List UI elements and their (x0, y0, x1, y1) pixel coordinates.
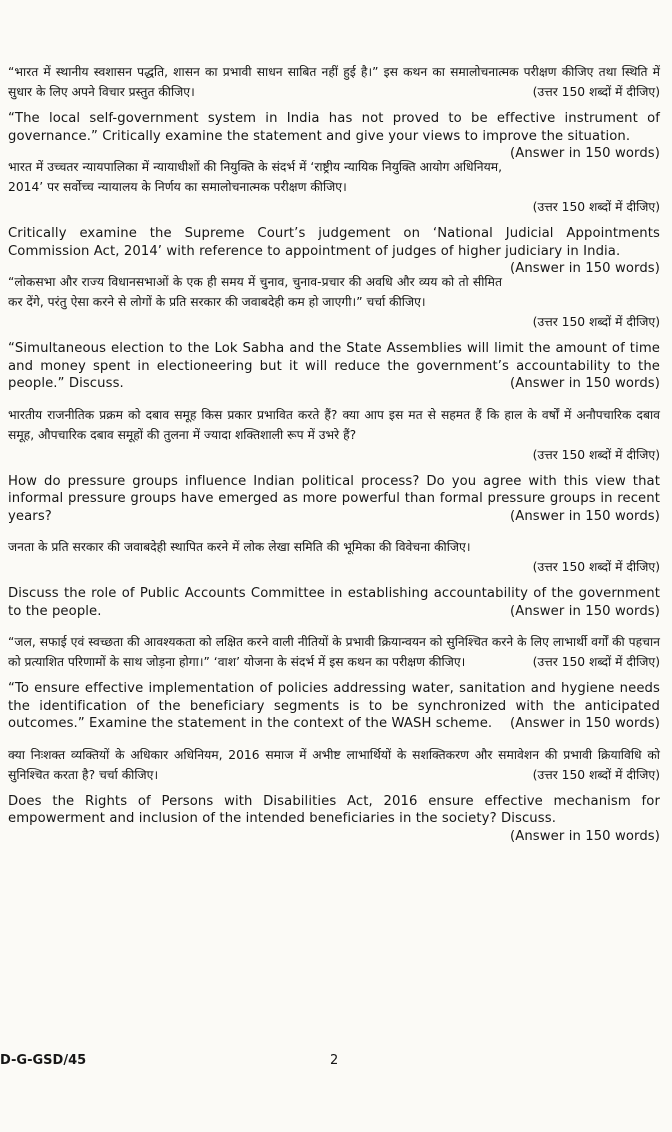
question-5 (8, 537, 660, 620)
question-6-english: “To ensure effective implementation of policies addressing water, sanitation and hygiene needs the identification of the beneficiary segments is to be synchronized with the anticipated outcomes.” Examine the statement in the context of the WASH scheme. (Answer in 150 words) (8, 681, 660, 731)
page-footer (0, 1053, 672, 1073)
question-1-hindi-marks: (उत्तर 150 शब्दों में दीजिए) (532, 85, 660, 99)
question-5-hindi-marks: (उत्तर 150 शब्दों में दीजिए) (532, 560, 660, 574)
question-3-hindi-marks: (उत्तर 150 शब्दों में दीजिए) (532, 315, 660, 329)
question-7-english-marks: (Answer in 150 words) (509, 828, 660, 844)
question-7-english: Does the Rights of Persons with Disabilities Act, 2016 ensure effective mechanism for empowerment and inclusion of the intended beneficiaries in the society? Discuss. (Answer in 150 words) (8, 793, 660, 844)
question-2-english: Critically examine the Supreme Court’s judgement on ‘National Judicial Appointments Commission Act, 2014’ with reference to appointment of judges of higher judiciary in India. (Answer in 150 words) (8, 226, 660, 276)
question-1 (8, 62, 660, 161)
question-7-hindi-marks: (उत्तर 150 शब्दों में दीजिए) (532, 767, 660, 782)
question-2 (8, 157, 660, 276)
question-1-hindi: “भारत में स्थानीय स्वशासन पद्धति, शासन का प्रभावी साधन साबित नहीं हुई है।” इस कथन का समालोचनात्मक परीक्षण कीजिए तथा स्थिति में सुधार के लिए अपने विचार प्रस्तुत कीजिए। (उत्तर 150 शब्दों में दीजिए) (8, 62, 660, 102)
question-6-english-marks: (Answer in 150 words) (509, 716, 660, 731)
question-3-english-marks: (Answer in 150 words) (509, 376, 660, 391)
question-7 (8, 745, 660, 844)
page-number: 2 (330, 1053, 339, 1068)
question-5-english: Discuss the role of Public Accounts Committee in establishing accountability of the government to the people. (Answer in 150 words) (8, 586, 660, 619)
question-6 (8, 632, 660, 733)
question-3-hindi: “लोकसभा और राज्य विधानसभाओं के एक ही समय में चुनाव, चुनाव-प्रचार की अवधि और व्यय को तो सीमित कर देंगे, परंतु ऐसा करने से लोगों के प्रति सरकार की जवाबदेही कम हो जाएगी।” चर्चा कीजिए। (8, 275, 502, 309)
question-6-hindi: “जल, सफाई एवं स्वच्छता की आवश्यकता को लक्षित करने वाली नीतियों के प्रभावी क्रियान्वयन को सुनिश्चित करने के लिए लाभार्थी वर्गों की पहचान को प्रत्याशित परिणामों के साथ जोड़ना होगा।” ‘वाश’ योजना के संदर्भ में इस कथन का परीक्षण कीजिए। (उत्तर 150 शब्दों में दीजिए) (8, 632, 660, 672)
question-3 (8, 272, 660, 393)
question-7-hindi: क्या निःशक्त व्यक्तियों के अधिकार अधिनियम, 2016 समाज में अभीष्ट लाभार्थियों के सशक्तिकरण और समावेशन की प्रभावी क्रियाविधि को सुनिश्चित करता है? चर्चा कीजिए। (उत्तर 150 शब्दों में दीजिए) (8, 745, 660, 785)
question-4 (8, 405, 660, 526)
question-5-hindi: जनता के प्रति सरकार की जवाबदेही स्थापित करने में लोक लेखा समिति की भूमिका की विवेचना कीजिए। (8, 540, 471, 554)
question-3-english: “Simultaneous election to the Lok Sabha and the State Assemblies will limit the amount of time and money spent in electioneering but it will reduce the government’s accountability to the people.” Discuss. (Answer in 150 words) (8, 341, 660, 391)
question-6-hindi-marks: (उत्तर 150 शब्दों में दीजिए) (532, 655, 660, 669)
question-2-english-marks: (Answer in 150 words) (509, 261, 660, 276)
question-4-hindi: भारतीय राजनीतिक प्रक्रम को दबाव समूह किस प्रकार प्रभावित करते हैं? क्या आप इस मत से सहमत हैं कि हाल के वर्षों में अनौपचारिक दबाव समूह, औपचारिक दबाव समूहों की तुलना में ज्यादा शक्तिशाली रूप में उभरे हैं? (8, 407, 660, 442)
question-2-hindi: भारत में उच्चतर न्यायपालिका में न्यायाधीशों की नियुक्ति के संदर्भ में ‘राष्ट्रीय न्यायिक नियुक्ति आयोग अधिनियम, 2014’ पर सर्वोच्च न्यायालय के निर्णय का समालोचनात्मक परीक्षण कीजिए। (8, 160, 502, 194)
question-1-english: “The local self-government system in India has not proved to be effective instrument of governance.” Critically examine the statement and give your views to improve the situation. (Answer in 150 words) (8, 111, 660, 161)
question-4-english-marks: (Answer in 150 words) (509, 508, 660, 524)
question-5-english-marks: (Answer in 150 words) (509, 603, 660, 619)
question-1-english-marks: (Answer in 150 words) (509, 146, 660, 161)
question-4-hindi-marks: (उत्तर 150 शब्दों में दीजिए) (532, 447, 660, 462)
question-4-english: How do pressure groups influence Indian political process? Do you agree with this view that informal pressure groups have emerged as more powerful than formal pressure groups in recent years? (Answer in 150 words) (8, 473, 660, 524)
question-2-hindi-marks: (उत्तर 150 शब्दों में दीजिए) (532, 200, 660, 214)
paper-code: D-G-GSD/45 (0, 1053, 87, 1068)
